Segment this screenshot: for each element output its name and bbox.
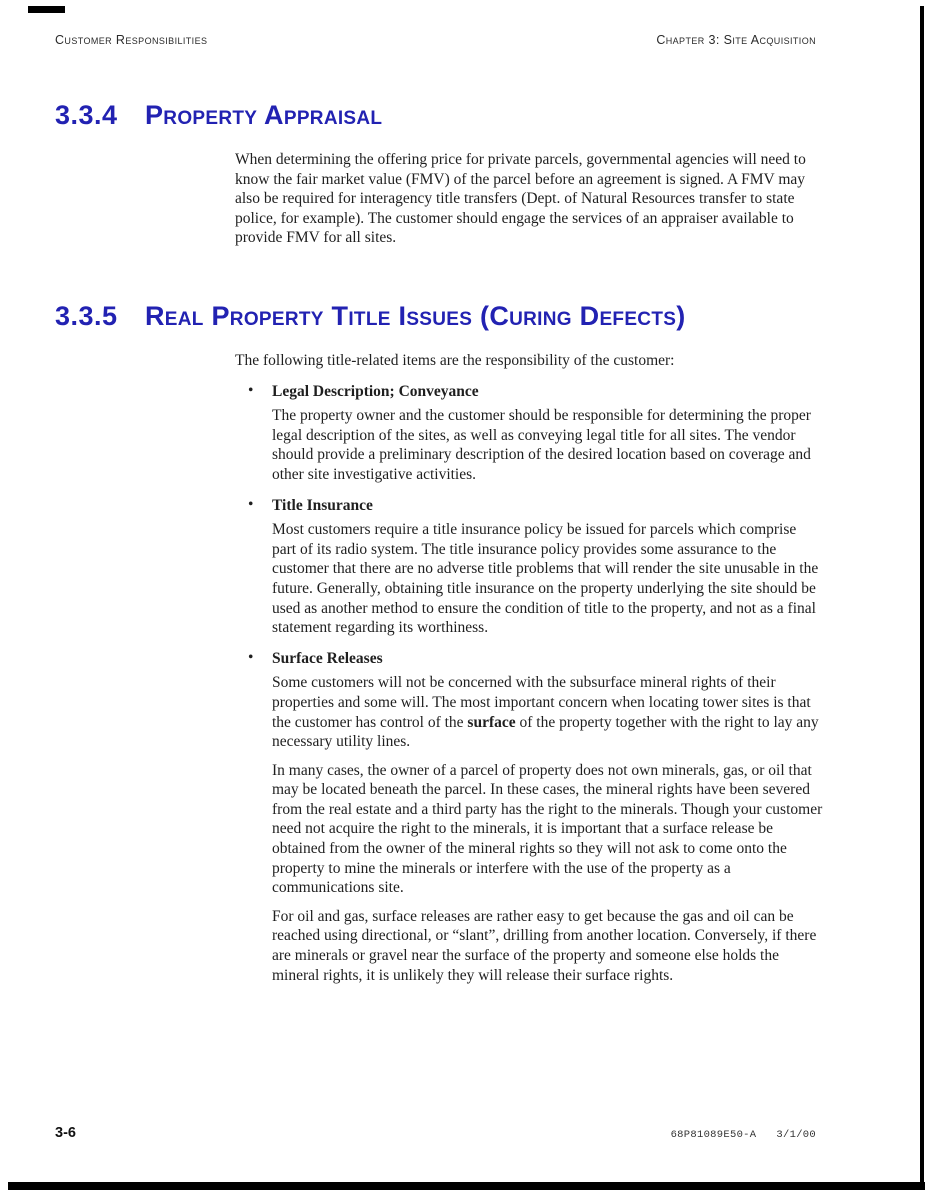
document-id <box>671 1129 816 1141</box>
page-header <box>55 33 816 47</box>
section-title: Property Appraisal <box>145 100 383 130</box>
scan-artifact-bottom-edge <box>8 1182 925 1190</box>
scan-artifact-right-edge <box>920 6 924 1189</box>
bullet-term: Legal Description; Conveyance <box>272 382 479 400</box>
doc-date: 3/1/00 <box>776 1129 816 1141</box>
section-number: 3.3.5 <box>55 301 118 331</box>
bullet-paragraph <box>272 673 823 751</box>
doc-code: 68P81089E50-A <box>670 1129 757 1141</box>
section-title: Real Property Title Issues (Curing Defects) <box>145 301 686 331</box>
page-number: 3-6 <box>55 1125 76 1141</box>
list-item-title-insurance <box>235 496 823 638</box>
header-right-title: Chapter 3: Site Acquisition <box>656 33 816 47</box>
section-heading-335 <box>55 301 685 331</box>
paragraph-text: Some customers will not be concerned with the subsurface mineral rights of their properties and some will. The most important concern when locating tower sites is that the customer has control of the <box>272 674 811 731</box>
section-335-intro: The following title-related items are the responsibility of the customer: <box>235 352 675 369</box>
bullet-paragraph: The property owner and the customer should be responsible for determining the proper legal description of the sites, as well as conveying legal title for all sites. The vendor should provide a preliminary description of the desired location based on coverage and other site investigative activities. <box>272 407 811 483</box>
section-heading-334 <box>55 100 382 130</box>
bold-word: surface <box>467 713 516 731</box>
list-item-legal-description <box>235 382 823 485</box>
section-number: 3.3.4 <box>55 100 118 130</box>
bullet-term: Surface Releases <box>272 649 383 667</box>
section-334-paragraph: When determining the offering price for private parcels, governmental agencies will need to know the fair market value (FMV) of the parcel before an agreement is signed. A FMV may also be required for interagency title transfers (Dept. of Natural Resources transfer to state police, for example). The customer should engage the services of an appraiser available to provide FMV for all sites. <box>235 151 806 247</box>
bullet-icon: • <box>248 495 254 513</box>
section-335-content <box>235 351 823 985</box>
bullet-icon: • <box>248 381 254 399</box>
page-footer <box>55 1125 816 1141</box>
bullet-icon: • <box>248 648 254 666</box>
header-left-title: Customer Responsibilities <box>55 33 208 47</box>
bullet-term: Title Insurance <box>272 496 373 514</box>
bullet-paragraph: In many cases, the owner of a parcel of property does not own minerals, gas, or oil that may be located beneath the parcel. In these cases, the mineral rights have been severed from the real estate and a third party has the right to the minerals. Though your customer need not acquire the right to the minerals, it is important that a surface release be obtained from the owner of the mineral rights so they will not ask to come onto the property to mine the minerals or interfere with the use of the property as a communications site. <box>272 761 823 897</box>
bullet-paragraph: For oil and gas, surface releases are rather easy to get because the gas and oil can be reached using directional, or “slant”, drilling from another location. Conversely, if there are minerals or gravel near the surface of the property and someone else holds the mineral rights, it is unlikely they will release their surface rights. <box>272 907 817 984</box>
paragraph-text: of the property together with the right to lay any necessary utility lines. <box>272 713 819 751</box>
bullet-paragraph: Most customers require a title insurance policy be issued for parcels which comprise part of its radio system. The title insurance policy provides some assurance to the customer that there are no adverse title problems that will render the site unusable in the future. Generally, obtaining title insurance on the property underlying the site should be used as another method to ensure the condition of title to the property, and not as a final statement regarding its worthiness. <box>272 521 819 637</box>
list-item-surface-releases <box>235 649 823 986</box>
scan-artifact-top-left <box>28 6 65 13</box>
